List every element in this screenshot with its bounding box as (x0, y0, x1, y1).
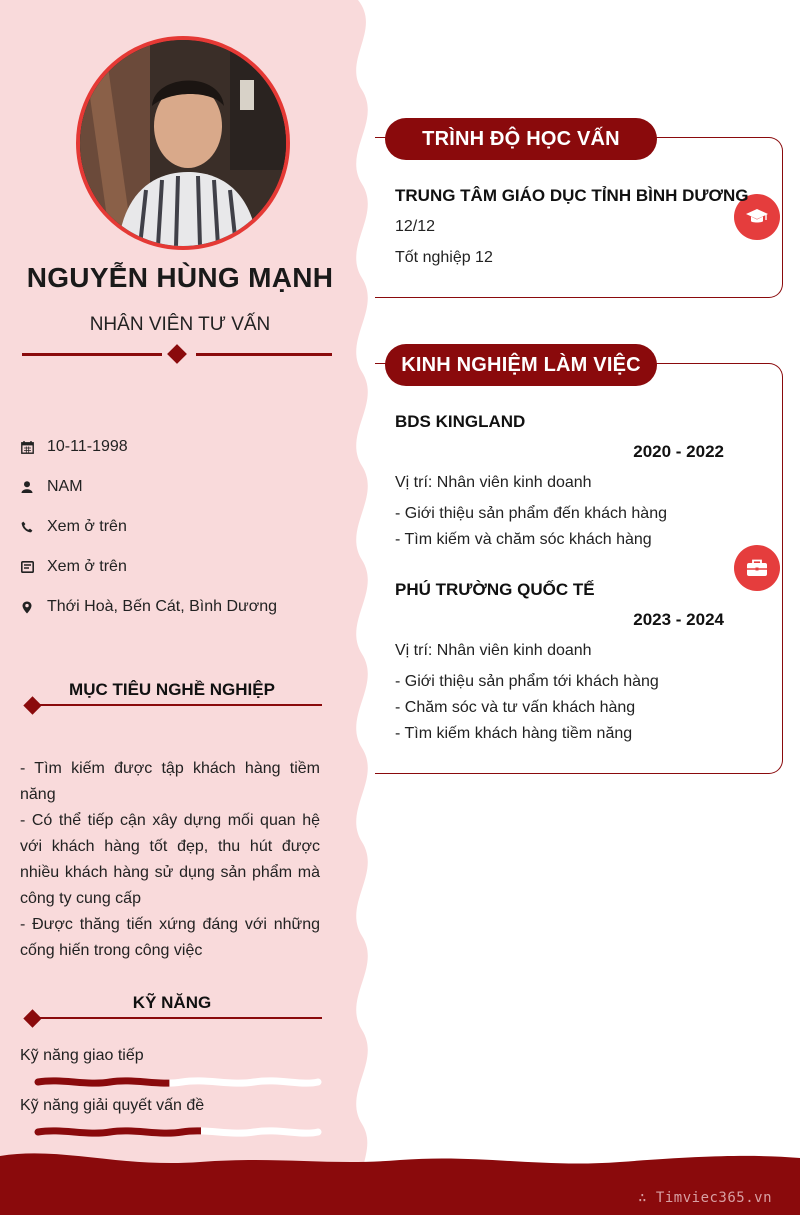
skills-heading (22, 993, 322, 1023)
education-card (375, 137, 783, 298)
objective-heading-text: MỤC TIÊU NGHỀ NGHIỆP (69, 680, 275, 699)
job-duty: - Giới thiệu sản phẩm tới khách hàng (395, 673, 659, 690)
skill-name: Kỹ năng giải quyết vấn đề (20, 1097, 205, 1114)
name-divider (22, 344, 334, 364)
job-title: NHÂN VIÊN TƯ VẤN (89, 314, 271, 335)
user-icon (20, 480, 34, 494)
job-position: Vị trí: Nhân viên kinh doanh (395, 642, 592, 659)
email-value: Xem ở trên (47, 558, 127, 575)
objective-heading (22, 680, 322, 710)
contact-gender (20, 475, 340, 499)
contact-address (20, 595, 340, 619)
location-pin-icon (20, 600, 34, 614)
contact-birthday (20, 435, 340, 459)
objective-text (20, 756, 320, 964)
objective-line: - Có thể tiếp cận xây dựng mối quan hệ với khách hàng tốt đẹp, thu hút được nhiều khách hàng sử dụng sản phẩm mà công ty cung cấp (20, 812, 320, 907)
skill-name: Kỹ năng giao tiếp (20, 1047, 144, 1064)
job-duty: - Giới thiệu sản phẩm đến khách hàng (395, 505, 667, 522)
company-name: BDS KINGLAND (395, 412, 526, 431)
profile-photo (80, 40, 286, 246)
job-duty: - Tìm kiếm khách hàng tiềm năng (395, 725, 633, 742)
email-icon (20, 560, 34, 574)
job-position: Vị trí: Nhân viên kinh doanh (395, 474, 592, 491)
birthday-value: 10-11-1998 (47, 438, 128, 455)
skills-heading-text: KỸ NĂNG (132, 993, 212, 1012)
company-name: PHÚ TRƯỜNG QUỐC TẾ (395, 580, 595, 599)
calendar-icon (20, 440, 34, 454)
avatar (76, 36, 290, 250)
candidate-name: NGUYỄN HÙNG MẠNH (26, 262, 334, 293)
objective-line: - Tìm kiếm được tập khách hàng tiềm năng (20, 760, 320, 803)
job-period: 2023 - 2024 (633, 610, 724, 629)
experience-heading: KINH NGHIỆM LÀM VIỆC (385, 344, 657, 386)
objective-line: - Được thăng tiến xứng đáng với những cống hiến trong công việc (20, 916, 320, 959)
phone-icon (20, 520, 34, 534)
skill-bar-problem-solving (34, 1125, 322, 1139)
contact-email (20, 555, 340, 579)
education-heading: TRÌNH ĐỘ HỌC VẤN (385, 118, 657, 160)
education-result: Tốt nghiệp 12 (395, 249, 493, 266)
address-value: Thới Hoà, Bến Cát, Bình Dương (47, 598, 278, 615)
gender-value: NAM (47, 478, 83, 495)
job-duty: - Chăm sóc và tư vấn khách hàng (395, 699, 636, 716)
watermark: ∴ Timviec365.vn (638, 1190, 772, 1206)
job-duty: - Tìm kiếm và chăm sóc khách hàng (395, 531, 652, 548)
school-name: TRUNG TÂM GIÁO DỤC TỈNH BÌNH DƯƠNG (395, 186, 749, 205)
job-period: 2020 - 2022 (633, 442, 724, 461)
phone-value: Xem ở trên (47, 518, 127, 535)
briefcase-icon (734, 545, 780, 591)
education-grade: 12/12 (395, 218, 436, 235)
contact-phone (20, 515, 340, 539)
skill-bar-communication (34, 1075, 322, 1089)
